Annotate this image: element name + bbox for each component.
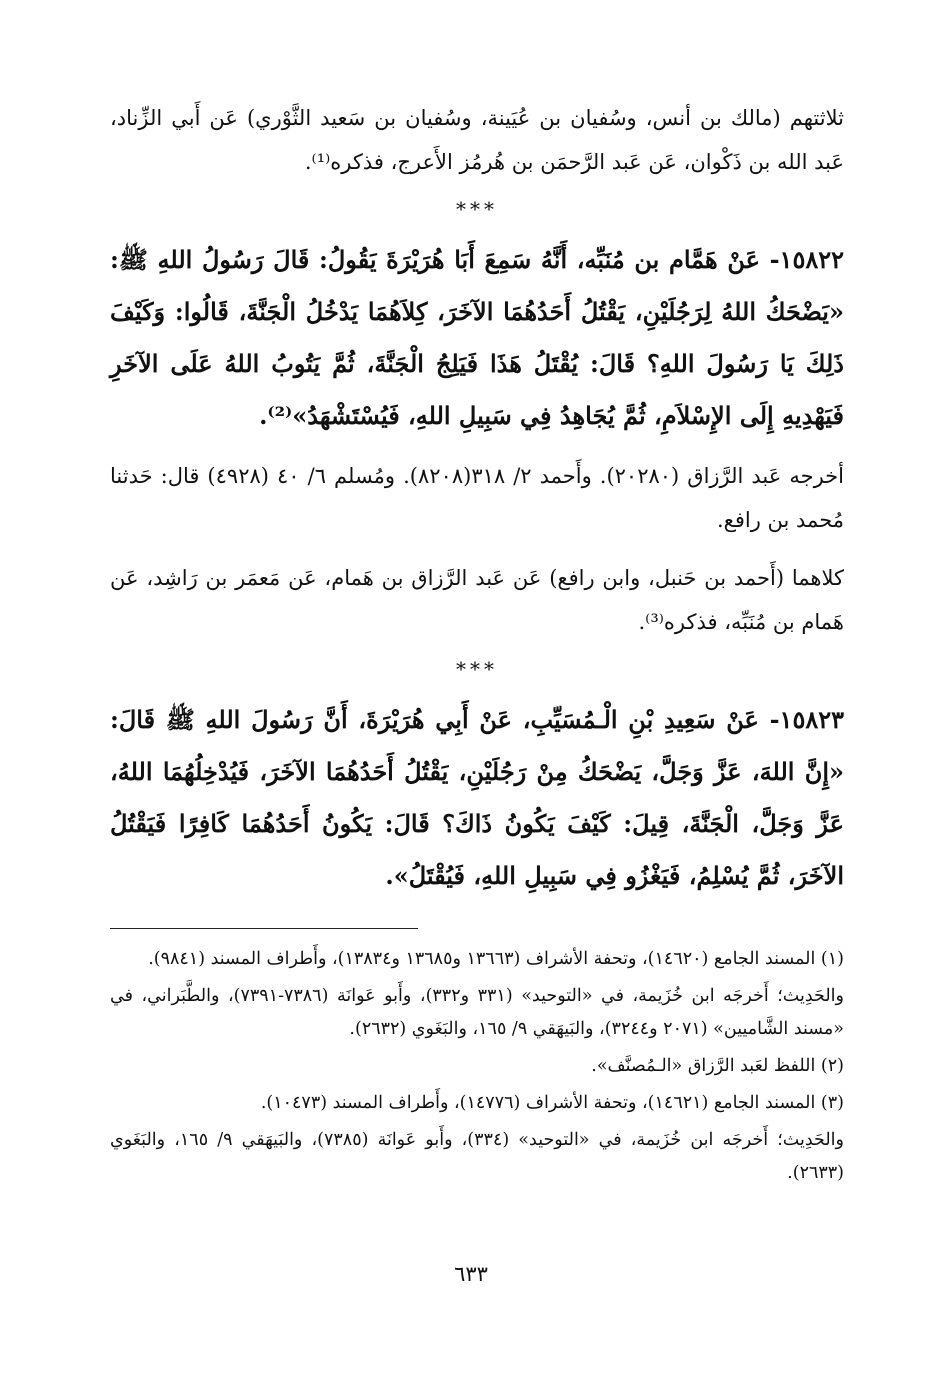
footnote-1: (١) المسند الجامع (١٤٦٢٠)، وتحفة الأشراف (١٣٦٦٣ و١٣٦٨٥ و١٣٨٣٤)، وأَطراف المسند (٩٨٤١). (148, 949, 844, 969)
main-text (110, 96, 844, 902)
paragraph-intro: ثلاثتهم (مالك بن أنس، وسُفيان بن عُيَينة، وسُفيان بن سَعيد الثَّوْري) عَن أَبي الزِّناد، عَبد الله بن ذَكْوان، عَن عَبد الرَّحمَن بن هُرمُز الأَعرج، فذكره⁽¹⁾. (110, 106, 844, 174)
footnote-divider-wrap (110, 928, 844, 929)
page-number: ٦٣٣ (454, 1262, 488, 1286)
footnote-divider (110, 928, 418, 929)
paragraph-chain: كلاهما (أَحمد بن حَنبل، وابن رافع) عَن عَبد الرَّزاق بن هَمام، عَن مَعمَر بن رَاشِد، عَن هَمام بن مُنَبِّه، فذكره⁽³⁾. (110, 566, 844, 634)
footnote-3-continued: والحَدِيث؛ أَخرجَه ابن خُزَيمة، في «التوحيد» (٣٣٤)، وأَبو عَوانَة (٧٣٨٥)، والبَيهَقي ٩/ ١٦٥، والبَغَوي (٢٦٣٣). (110, 1130, 844, 1183)
section-separator: *** (456, 197, 498, 221)
hadith-15822: ١٥٨٢٢- عَنْ هَمَّام بن مُنَبِّه، أَنَّهُ سَمِعَ أَبَا هُرَيْرَةَ يَقُولُ: قَالَ رَسُولُ اللهِ ﷺ: «يَضْحَكُ اللهُ لِرَجُلَيْنِ، يَقْتُلُ أَحَدُهُمَا الآخَرَ، كِلاَهُمَا يَدْخُلُ الْجَنَّةَ، قَالُوا: وَكَيْفَ ذَلِكَ يَا رَسُولَ اللهِ؟ قَالَ: يُقْتَلُ هَذَا فَيَلِجُ الْجَنَّةَ، ثُمَّ يَتُوبُ اللهُ عَلَى الآخَرِ فَيَهْدِيهِ إِلَى الإِسْلاَمِ، ثُمَّ يُجَاهِدُ فِي سَبِيلِ اللهِ، فَيُسْتَشْهَدُ»⁽²⁾. (110, 245, 844, 430)
footnotes (110, 943, 844, 1190)
hadith-15823: ١٥٨٢٣- عَنْ سَعِيدِ بْنِ الْـمُسَيِّبِ، عَنْ أَبِي هُرَيْرَةَ، أَنَّ رَسُولَ اللهِ ﷺ قَالَ: «إِنَّ اللهَ، عَزَّ وَجَلَّ، يَضْحَكُ مِنْ رَجُلَيْنِ، يَقْتُلُ أَحَدُهُمَا الآخَرَ، فَيُدْخِلُهُمَا اللهُ، عَزَّ وَجَلَّ، الْجَنَّةَ، قِيلَ: كَيْفَ يَكُونُ ذَاكَ؟ قَالَ: يَكُونُ أَحَدُهُمَا كَافِرًا فَيَقْتُلُ الآخَرَ، ثُمَّ يُسْلِمُ، فَيَغْزُو فِي سَبِيلِ اللهِ، فَيُقْتَلُ». (110, 705, 844, 890)
section-separator: *** (456, 657, 498, 681)
footnote-2: (٢) اللفظ لعَبد الرَّزاق «الـمُصنَّف». (591, 1056, 844, 1076)
takhrij-15822: أخرجه عَبد الرَّزاق (٢٠٢٨٠). وأَحمد ٢/ ٣١٨(٨٢٠٨). ومُسلم ٦/ ٤٠ (٤٩٢٨) قال: حَدثنا مُحمد بن رافع. (110, 464, 844, 532)
footnote-1-continued: والحَدِيث؛ أَخرجَه ابن خُزَيمة، في «التوحيد» (٣٣١ و٣٣٢)، وأَبو عَوانَة (٧٣٨٦-٧٣٩١)، والطَّبَراني، في «مسند الشَّاميين» (٢٠٧١ و٣٢٤٤)، والبَيهَقي ٩/ ١٦٥، والبَغَوي (٢٦٣٢). (110, 986, 844, 1039)
footnote-3: (٣) المسند الجامع (١٤٦٢١)، وتحفة الأشراف (١٤٧٧٦)، وأَطراف المسند (١٠٤٧٣). (260, 1093, 844, 1113)
